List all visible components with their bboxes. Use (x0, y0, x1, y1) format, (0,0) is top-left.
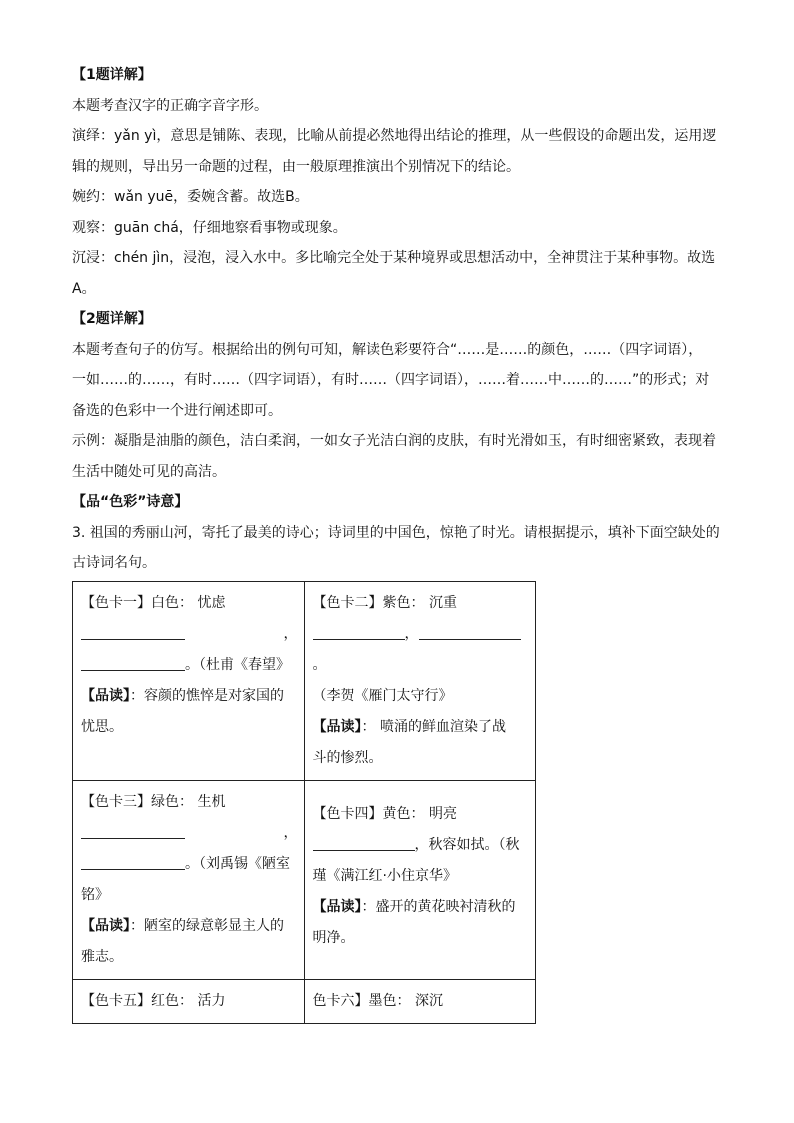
card6-title: 色卡六】墨色： 深沉 (312, 992, 443, 1009)
color-card-1 (73, 581, 305, 780)
q1-yanyi-line1: 演绎：yǎn yì，意思是铺陈、表现，比喻从前提必然地得出结论的推理，从一些假设的命题出发，运用逻 (72, 128, 717, 144)
q1-guancha: 观察：guān chá，仔细地察看事物或现象。 (72, 219, 347, 236)
card4-blank-1[interactable] (313, 832, 415, 851)
q2-line3: 备选的色彩中一个进行阐述即可。 (72, 402, 282, 419)
color-card-4 (304, 780, 536, 979)
card1-title: 【色卡一】白色： 忧虑 (81, 594, 226, 611)
card3-title: 【色卡三】绿色： 生机 (81, 793, 226, 810)
table-row (73, 979, 536, 1023)
card3-blank-1[interactable] (81, 820, 185, 839)
card5-title: 【色卡五】红色： 活力 (81, 992, 226, 1009)
card2-read-text2: 斗的惨烈。 (312, 749, 383, 766)
card4-read-label: 【品读】 (312, 898, 362, 915)
card4-read-text: ：盛开的黄花映衬清秋的 (361, 898, 516, 915)
card2-mid: ， (404, 625, 419, 642)
card3-comma: ， (283, 824, 298, 841)
table-row (73, 780, 536, 979)
card3-source2: 铭》 (81, 886, 109, 903)
card2-read-text: ： 喷涌的鲜血渲染了战 (361, 718, 506, 735)
color-card-table (72, 581, 536, 1024)
color-card-2 (304, 581, 536, 780)
q2-heading: 【2题详解】 (72, 311, 152, 327)
card1-read-text: ：容颜的憔悴是对家国的 (130, 687, 284, 704)
card2-blank-1[interactable] (313, 621, 405, 640)
card1-read-text2: 忧思。 (81, 718, 123, 735)
color-card-6 (304, 979, 536, 1023)
card4-read-text2: 明净。 (312, 929, 355, 946)
q1-wanyue: 婉约：wǎn yuē，委婉含蓄。故选B。 (72, 189, 309, 205)
q3-prompt-line1: 3. 祖国的秀丽山河，寄托了最美的诗心；诗词里的中国色，惊艳了时光。请根据提示，填补下面空缺处的 (72, 524, 720, 541)
card2-title: 【色卡二】紫色： 沉重 (312, 594, 457, 611)
q1-heading: 【1题详解】 (72, 67, 152, 83)
card3-read-label: 【品读】 (81, 917, 130, 934)
table-row (73, 581, 536, 780)
card1-comma: ， (283, 625, 298, 642)
q2-example-line1: 示例：凝脂是油脂的颜色，洁白柔润，一如女子光洁白润的皮肤，有时光滑如玉，有时细密紧致，表现着 (72, 433, 716, 449)
card3-source: 。（刘禹锡《陋室 (185, 855, 290, 872)
q1-chenjin-line1: 沉浸：chén jìn，浸泡，浸入水中。多比喻完全处于某种境界或思想活动中，全神贯注于某种事物。故选 (72, 250, 716, 266)
q2-example-line2: 生活中随处可见的高洁。 (72, 463, 226, 480)
card2-source: （李贺《雁门太守行》 (312, 687, 453, 704)
card3-read-text2: 雅志。 (81, 948, 123, 965)
card1-blank-2[interactable] (81, 652, 185, 671)
card4-title: 【色卡四】黄色： 明亮 (312, 805, 457, 822)
document-page (72, 60, 724, 1024)
color-card-3 (73, 780, 305, 979)
q1-intro: 本题考查汉字的正确字音字形。 (72, 97, 268, 114)
card2-end: 。 (312, 656, 327, 673)
section-title: 【品“色彩”诗意】 (72, 494, 189, 510)
q2-line2: 一如……的……，有时……（四字词语），有时……（四字词语），……着……中……的……”的形式；对 (72, 372, 710, 388)
q1-chenjin-line2: A。 (72, 280, 96, 297)
card2-read-label: 【品读】 (312, 718, 362, 735)
q1-yanyi-line2: 辑的规则，导出另一命题的过程，由一般原理推演出个别情况下的结论。 (72, 158, 520, 175)
card1-read-label: 【品读】 (81, 687, 130, 704)
card4-source: 瑾《满江红·小住京华》 (312, 867, 457, 884)
card1-blank-1[interactable] (81, 621, 185, 640)
q2-line1: 本题考查句子的仿写。根据给出的例句可知，解读色彩要符合“……是……的颜色，……（四字词语）， (72, 341, 703, 358)
color-card-5 (73, 979, 305, 1023)
card3-read-text: ：陋室的绿意彰显主人的 (130, 917, 284, 934)
card3-blank-2[interactable] (81, 851, 185, 870)
card4-line: ，秋容如拭。（秋 (414, 836, 520, 853)
q3-prompt-line2: 古诗词名句。 (72, 555, 156, 571)
card1-source: 。（杜甫《春望》 (185, 656, 290, 673)
card2-blank-2[interactable] (419, 621, 521, 640)
